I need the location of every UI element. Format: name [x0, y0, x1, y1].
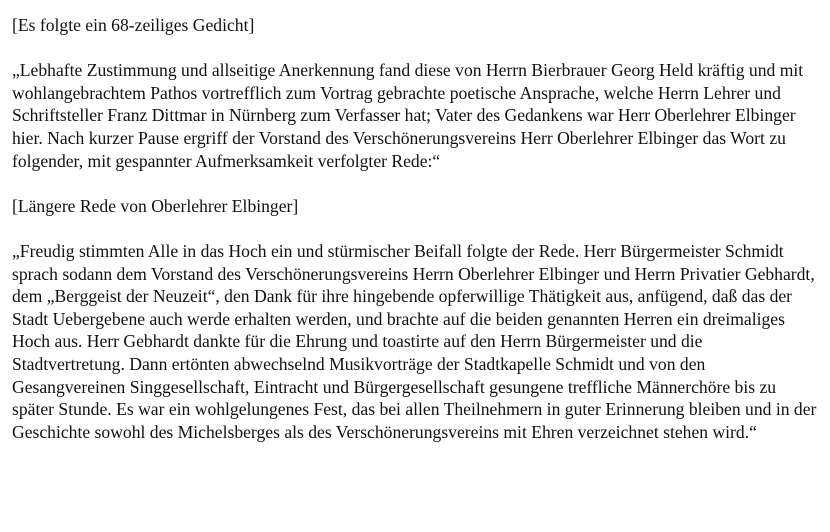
quoted-paragraph-applause: „Lebhafte Zustimmung und allseitige Anerkennung fand diese von Herrn Bierbrauer Georg Held kräftig und mit wohlangebrachtem Pathos vortrefflich zum Vortrag gebrachte poetische Ansprache, welche Herrn Lehrer und Schriftsteller Franz Dittmar in Nürnberg zum Verfasser hat; Vater des Gedankens war Herr Oberlehrer Elbinger hier. Nach kurzer Pause ergriff der Vorstand des Verschönerungsvereins Herr Oberlehrer Elbinger das Wort zu folgender, mit gespannter Aufmerksamkeit verfolgter Rede:“ — [12, 60, 804, 171]
quoted-paragraph-celebration: „Freudig stimmten Alle in das Hoch ein und stürmischer Beifall folgte der Rede. Herr Bürgermeister Schmidt sprach sodann dem Vorstand des Verschönerungsvereins Herrn Oberlehrer Elbinger und Herrn Privatier Gebhardt, dem „Berggeist der Neuzeit“, den Dank für ihre hingebende opferwillige Thätigkeit aus, anfügend, daß das der Stadt Uebergebene auch werde erhalten werden, und brachte auf die beiden genannten Herren ein dreimaliges Hoch aus. Herr Gebhardt dankte für die Ehrung und toastirte auf den Herrn Bürgermeister und die Stadtvertretung. Dann ertönten abwechselnd Musikvorträge der Stadtkapelle Schmidt und von den Gesangvereinen Singgesellschaft, Eintracht und Bürgergesellschaft gesungene treffliche Männerchöre bis zu später Stunde. Es war ein wohlgelungenes Fest, das bei allen Theilnehmern in guter Erinnerung bleiben und in der Geschichte sowohl des Michelsberges als des Verschönerungsvereins mit Ehren verzeichnet stehen wird.“ — [12, 240, 817, 442]
editorial-note-poem: [Es folgte ein 68-zeiliges Gedicht] — [12, 15, 255, 35]
editorial-note-speech: [Längere Rede von Oberlehrer Elbinger] — [12, 195, 299, 216]
